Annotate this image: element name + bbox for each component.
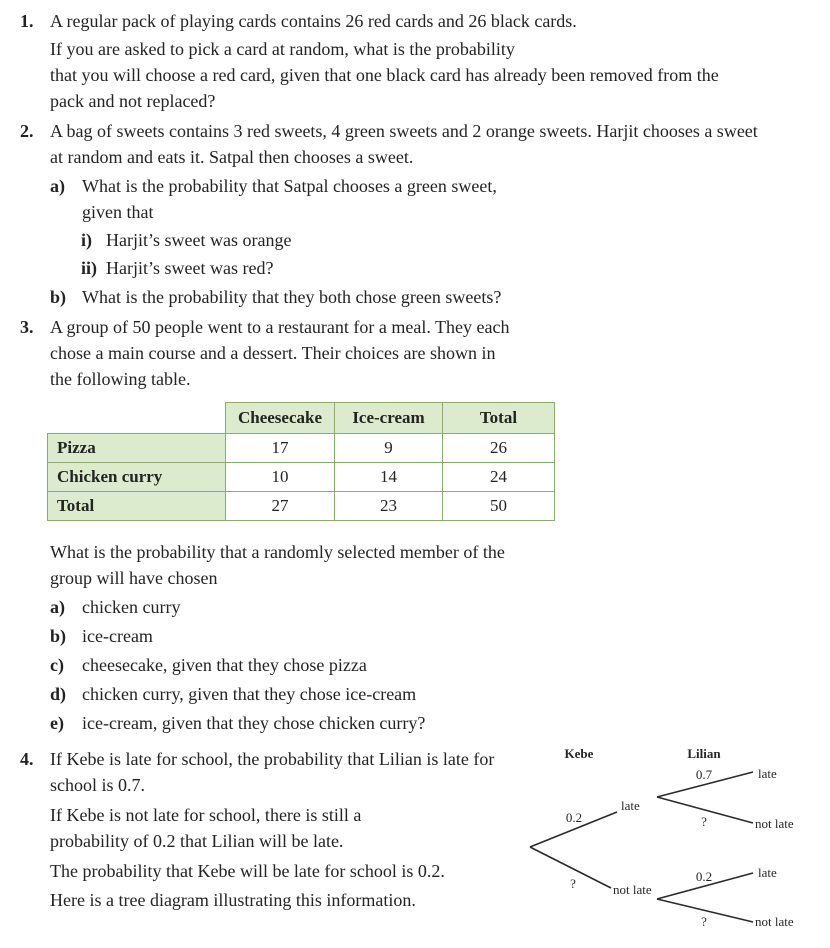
question-2-part-b — [50, 284, 830, 310]
prob-late-not-late: ? — [701, 814, 707, 829]
table-cell: 50 — [443, 492, 555, 521]
table-cell: 23 — [335, 492, 443, 521]
question-3-line: the following table. — [50, 369, 191, 389]
question-4-line: If Kebe is late for school, the probability that Lilian is late for — [50, 749, 495, 769]
tree-header-lilian: Lilian — [687, 746, 721, 761]
col-header-ice-cream: Ice-cream — [335, 403, 443, 434]
question-1-line: pack and not replaced? — [50, 91, 216, 111]
question-2-sub-i — [81, 227, 830, 253]
sub-label: ii) — [81, 258, 97, 278]
question-4-line: The probability that Kebe will be late for school is 0.2. — [50, 861, 445, 881]
question-1-body — [50, 8, 830, 114]
part-label: b) — [50, 287, 67, 307]
table-corner-blank — [48, 403, 226, 434]
table-cell: 17 — [226, 434, 335, 463]
question-3-number: 3. — [20, 317, 34, 337]
table-cell: 26 — [443, 434, 555, 463]
part-a-line: given that — [82, 202, 154, 222]
table-row — [48, 434, 555, 463]
question-4-line: If Kebe is not late for school, there is still a — [50, 805, 362, 825]
question-4-number: 4. — [20, 749, 34, 769]
question-1 — [0, 8, 830, 114]
leaf-not-late-late: late — [758, 865, 777, 880]
tree-header-kebe: Kebe — [564, 746, 594, 761]
question-1-line: that you will choose a red card, given that one black card has already been removed from the — [50, 65, 719, 85]
question-3-line: group will have chosen — [50, 568, 218, 588]
col-header-cheesecake: Cheesecake — [226, 403, 335, 434]
question-2-part-a — [50, 173, 830, 225]
row-label-pizza: Pizza — [48, 434, 226, 463]
prob-kebe-not-late: ? — [570, 876, 576, 891]
question-3-line: chose a main course and a dessert. Their choices are shown in — [50, 343, 496, 363]
table-cell: 10 — [226, 463, 335, 492]
question-2 — [0, 118, 830, 310]
question-4-line: Here is a tree diagram illustrating this information. — [50, 890, 416, 910]
question-3 — [0, 314, 830, 736]
question-4-line: school is 0.7. — [50, 775, 146, 795]
part-label: d) — [50, 684, 67, 704]
part-a-line: What is the probability that Satpal chooses a green sweet, — [82, 176, 497, 196]
col-header-total: Total — [443, 403, 555, 434]
part-text: chicken curry, given that they chose ice-cream — [82, 684, 417, 704]
node-kebe-not-late: not late — [613, 882, 652, 897]
table-cell: 24 — [443, 463, 555, 492]
sub-label: i) — [81, 230, 92, 250]
tree-diagram — [520, 740, 830, 948]
question-1-number: 1. — [20, 11, 34, 31]
prob-not-late-not-late: ? — [701, 914, 707, 929]
part-label: a) — [50, 597, 65, 617]
question-4-line: probability of 0.2 that Lilian will be late. — [50, 831, 344, 851]
question-2-body — [50, 118, 830, 310]
question-1-paragraph — [50, 36, 830, 114]
table-row — [48, 492, 555, 521]
question-2-line: at random and eats it. Satpal then chooses a sweet. — [50, 147, 414, 167]
tree-branches — [530, 772, 753, 922]
part-label: c) — [50, 655, 64, 675]
question-3-part-d — [50, 681, 830, 707]
question-3-part-a — [50, 594, 830, 620]
question-3-part-c — [50, 652, 830, 678]
question-3-line: What is the probability that a randomly selected member of the — [50, 542, 505, 562]
question-1-intro: A regular pack of playing cards contains 26 red cards and 26 black cards. — [50, 11, 577, 31]
part-text — [82, 173, 497, 225]
question-3-part-b — [50, 623, 830, 649]
part-text: cheesecake, given that they chose pizza — [82, 655, 367, 675]
question-2-number: 2. — [20, 121, 34, 141]
part-text: ice-cream, given that they chose chicken curry? — [82, 713, 426, 733]
question-2-sub-ii — [81, 255, 830, 281]
part-label: b) — [50, 626, 67, 646]
leaf-late-not-late: not late — [755, 816, 794, 831]
sub-text: Harjit’s sweet was red? — [106, 258, 274, 278]
prob-kebe-late: 0.2 — [565, 810, 583, 825]
question-2-line: A bag of sweets contains 3 red sweets, 4 green sweets and 2 orange sweets. Harjit chooses a sweet — [50, 121, 758, 141]
row-label-chicken-curry: Chicken curry — [48, 463, 226, 492]
node-kebe-late: late — [621, 798, 640, 813]
part-text: ice-cream — [82, 626, 153, 646]
table-cell: 9 — [335, 434, 443, 463]
table-header-row — [48, 403, 555, 434]
part-label: e) — [50, 713, 64, 733]
prob-not-late-late: 0.2 — [695, 869, 713, 884]
question-1-line: If you are asked to pick a card at random, what is the probability — [50, 39, 515, 59]
question-3-question — [50, 539, 830, 591]
question-3-part-e — [50, 710, 830, 736]
part-text: chicken curry — [82, 597, 181, 617]
prob-late-late: 0.7 — [695, 767, 713, 782]
table-row — [48, 463, 555, 492]
part-label: a) — [50, 176, 65, 196]
choices-table — [47, 402, 555, 521]
table-cell: 14 — [335, 463, 443, 492]
question-3-line: A group of 50 people went to a restaurant for a meal. They each — [50, 317, 510, 337]
row-label-total: Total — [48, 492, 226, 521]
leaf-not-late-not-late: not late — [755, 914, 794, 929]
part-text: What is the probability that they both chose green sweets? — [82, 287, 502, 307]
sub-text: Harjit’s sweet was orange — [106, 230, 292, 250]
table-cell: 27 — [226, 492, 335, 521]
question-3-body — [50, 314, 830, 736]
leaf-late-late: late — [758, 766, 777, 781]
